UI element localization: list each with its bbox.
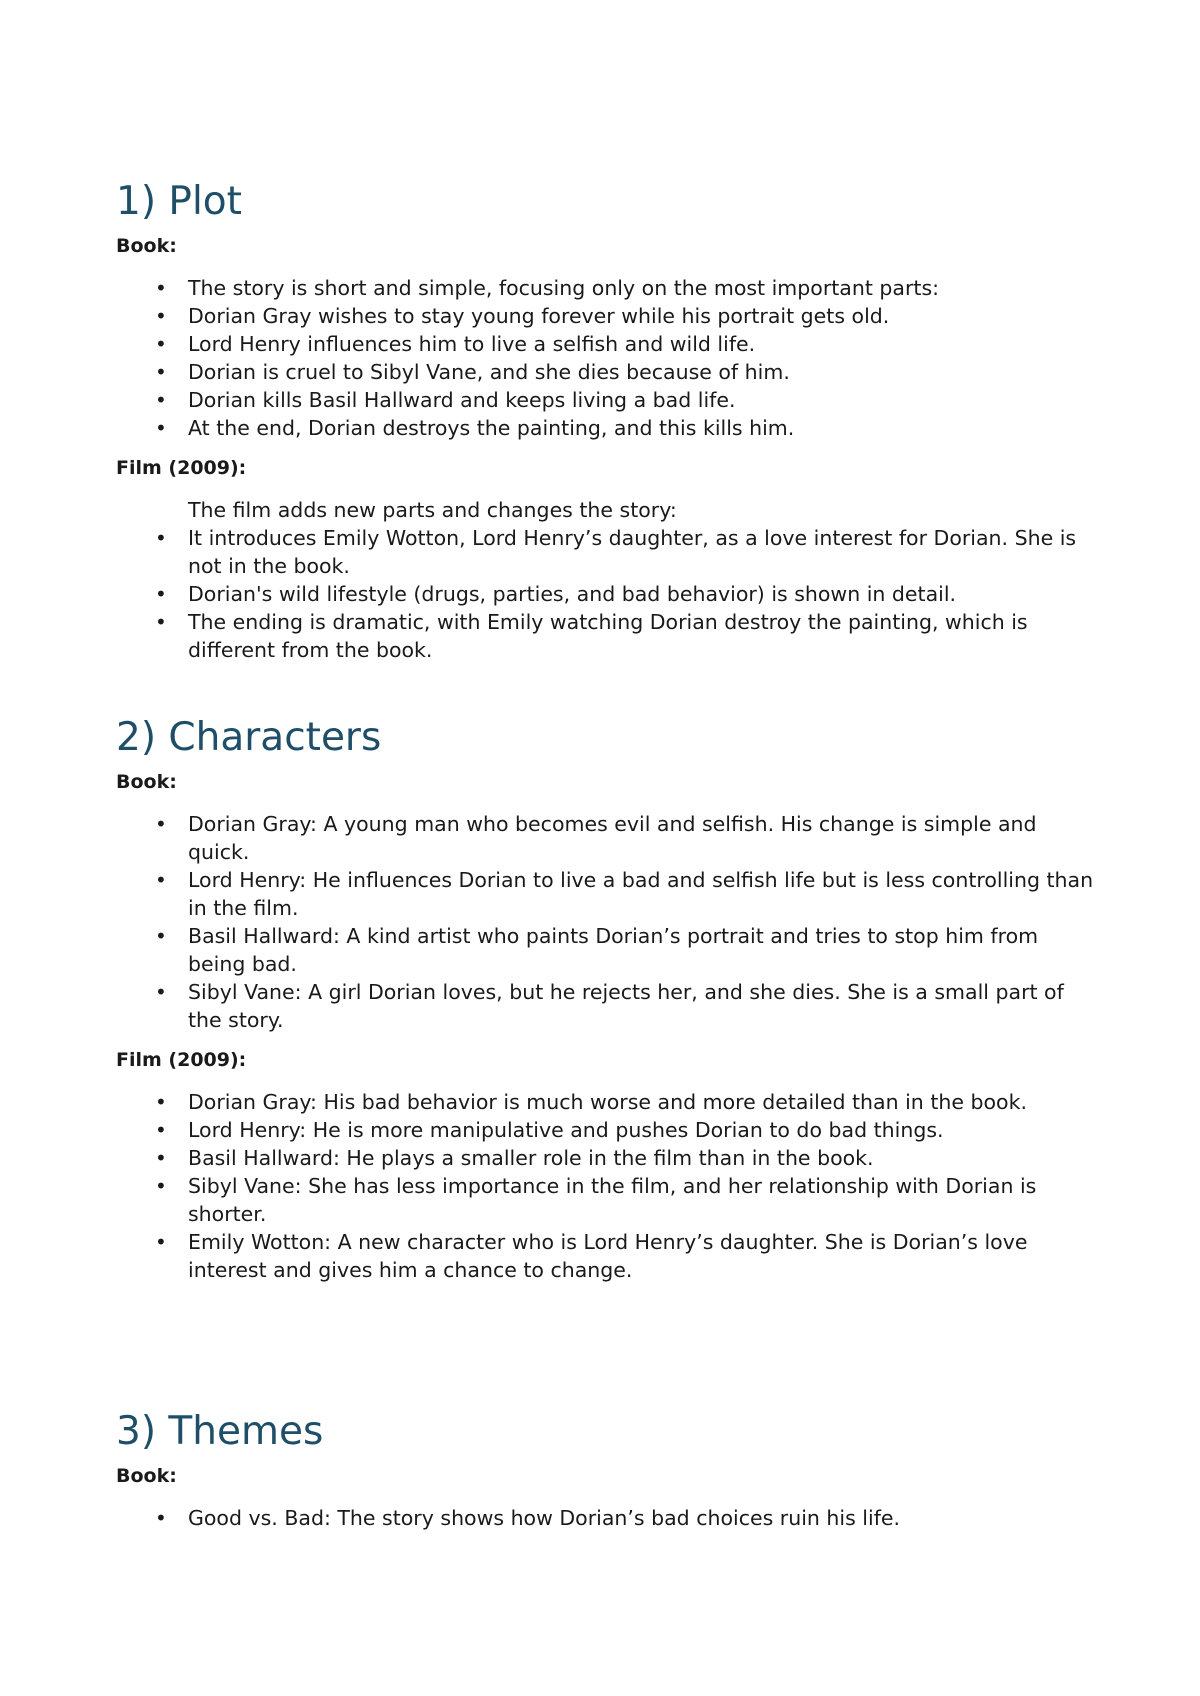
- list-item: • At the end, Dorian destroys the painting, and this kills him.: [188, 414, 1096, 442]
- section-plot: [116, 178, 1096, 664]
- film-label: Film (2009):: [116, 457, 247, 479]
- list-item: • Basil Hallward: A kind artist who paints Dorian’s portrait and tries to stop him from being bad.: [188, 922, 1096, 978]
- book-label: Book:: [116, 771, 177, 793]
- list-item: • Good vs. Bad: The story shows how Dorian’s bad choices ruin his life.: [188, 1504, 1096, 1532]
- list-item: • Dorian Gray: A young man who becomes evil and selfish. His change is simple and quick.: [188, 810, 1096, 866]
- list-item: • Basil Hallward: He plays a smaller role in the film than in the book.: [188, 1144, 1096, 1172]
- themes-book-list: [116, 1504, 1096, 1532]
- plot-book-list: [116, 274, 1096, 442]
- section-heading: 1) Plot: [116, 179, 242, 224]
- list-item: • Lord Henry: He is more manipulative and pushes Dorian to do bad things.: [188, 1116, 1096, 1144]
- list-item: • Dorian Gray: His bad behavior is much worse and more detailed than in the book.: [188, 1088, 1096, 1116]
- book-label: Book:: [116, 1465, 177, 1487]
- list-item: • Dorian is cruel to Sibyl Vane, and she dies because of him.: [188, 358, 1096, 386]
- characters-film-list: [116, 1088, 1096, 1284]
- list-item: • The ending is dramatic, with Emily watching Dorian destroy the painting, which is different from the book.: [188, 608, 1096, 664]
- list-item: • Dorian kills Basil Hallward and keeps living a bad life.: [188, 386, 1096, 414]
- book-label: Book:: [116, 235, 177, 257]
- section-heading: 3) Themes: [116, 1409, 324, 1454]
- film-intro: The film adds new parts and changes the story:: [188, 498, 677, 522]
- section-heading: 2) Characters: [116, 715, 382, 760]
- list-item: • Lord Henry influences him to live a selfish and wild life.: [188, 330, 1096, 358]
- list-item: • The story is short and simple, focusing only on the most important parts:: [188, 274, 1096, 302]
- list-item: • Dorian's wild lifestyle (drugs, parties, and bad behavior) is shown in detail.: [188, 580, 1096, 608]
- list-item: • Lord Henry: He influences Dorian to live a bad and selfish life but is less controlling than in the film.: [188, 866, 1096, 922]
- list-item: • Sibyl Vane: She has less importance in the film, and her relationship with Dorian is shorter.: [188, 1172, 1096, 1228]
- film-label: Film (2009):: [116, 1049, 247, 1071]
- section-themes: [116, 1408, 1096, 1532]
- characters-book-list: [116, 810, 1096, 1034]
- list-item: • Emily Wotton: A new character who is Lord Henry’s daughter. She is Dorian’s love interest and gives him a chance to change.: [188, 1228, 1096, 1284]
- list-item: • Sibyl Vane: A girl Dorian loves, but he rejects her, and she dies. She is a small part of the story.: [188, 978, 1096, 1034]
- plot-film-list: [116, 524, 1096, 664]
- section-characters: [116, 714, 1096, 1284]
- list-item: • It introduces Emily Wotton, Lord Henry’s daughter, as a love interest for Dorian. She is not in the book.: [188, 524, 1096, 580]
- list-item: • Dorian Gray wishes to stay young forever while his portrait gets old.: [188, 302, 1096, 330]
